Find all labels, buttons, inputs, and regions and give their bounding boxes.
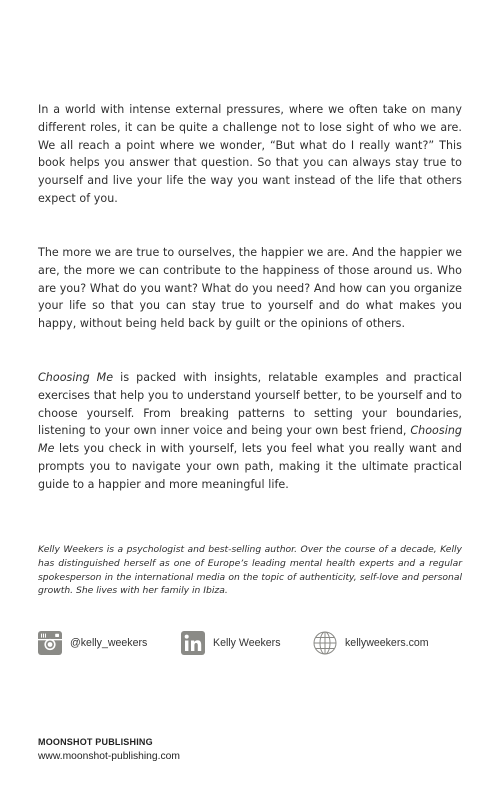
publisher-block <box>38 737 180 762</box>
book-title: Choosing Me <box>38 424 462 456</box>
social-links <box>38 630 468 656</box>
blurb-text: is packed with insights, relatable examples and practical exercises that help you to understand yourself better, to be yourself and to choose yourself. From breaking patterns to setting your boundaries, listening to your own inner voice and being your own best friend, <box>38 371 463 438</box>
publisher-url[interactable]: www.moonshot-publishing.com <box>38 751 180 762</box>
instagram-icon <box>38 631 62 655</box>
author-bio: Kelly Weekers is a psychologist and best-selling author. Over the course of a decade, Kelly has distinguished herself as one of Europe’s leading mental health experts and a regular spokesperson in the international media on the topic of authenticity, self-love and personal growth. She lives with her family in Ibiza. <box>38 544 462 597</box>
book-title: Choosing Me <box>38 371 114 384</box>
blurb-text: lets you check in with yourself, lets you feel what you really want and prompts you to navigate your own path, making it the ultimate practical guide to a happier and more meaningful life. <box>38 442 462 491</box>
linkedin-name: Kelly Weekers <box>213 637 281 649</box>
linkedin-link[interactable] <box>181 630 281 656</box>
blurb-paragraph-3 <box>38 369 462 494</box>
instagram-handle: @kelly_weekers <box>70 637 148 649</box>
blurb-paragraph-2: The more we are true to ourselves, the happier we are. And the happier we are, the more we can contribute to the happiness of those around us. Who are you? What do you want? What do you need? And how can you organize your life so that you can stay true to yourself and do what makes you happy, without being held back by guilt or the opinions of others. <box>38 246 462 331</box>
instagram-link[interactable] <box>38 630 147 656</box>
publisher-name: MOONSHOT PUBLISHING <box>38 737 153 747</box>
blurb-paragraph-1: In a world with intense external pressures, where we often take on many different roles, it can be quite a challenge not to lose sight of who we are. We all reach a point where we wonder, “But what do I really want?” This book helps you answer that question. So that you can always stay true to yourself and live your life the way you want instead of the life that others expect of you. <box>38 103 462 205</box>
globe-icon <box>313 631 337 655</box>
website-link[interactable] <box>313 630 429 656</box>
website-url: kellyweekers.com <box>345 637 429 649</box>
linkedin-icon <box>181 631 205 655</box>
